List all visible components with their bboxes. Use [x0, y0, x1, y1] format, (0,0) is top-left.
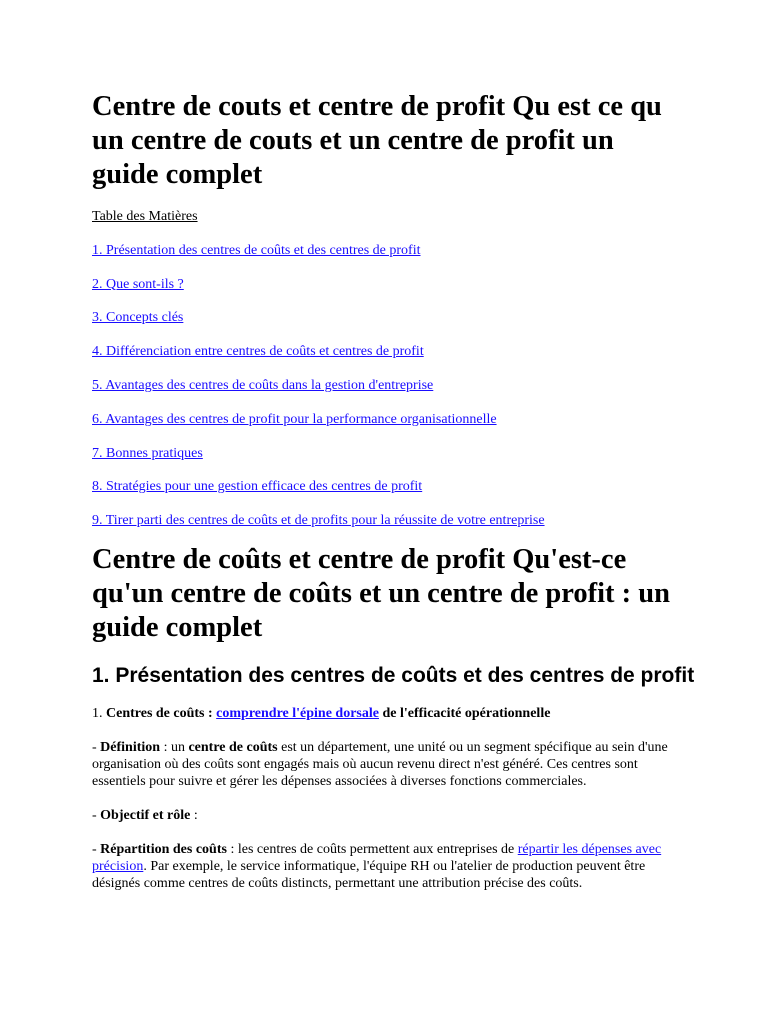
bold-term: Objectif et rôle — [100, 808, 191, 824]
toc-link-2[interactable]: 2. Que sont-ils ? — [92, 276, 184, 292]
bold-term: Centres de coûts : — [106, 706, 217, 722]
paragraph-definition — [92, 739, 682, 790]
paragraph-cost-allocation — [92, 841, 682, 892]
toc-item — [92, 243, 682, 259]
toc-item — [92, 446, 682, 462]
paragraph-cost-centers — [92, 705, 682, 722]
toc-link-6[interactable]: 6. Avantages des centres de profit pour la performance organisationnelle — [92, 411, 497, 427]
paragraph-number: 1. — [92, 706, 106, 722]
toc-link-8[interactable]: 8. Stratégies pour une gestion efficace des centres de profit — [92, 479, 423, 495]
bold-tail-text: de l'efficacité opérationnelle — [378, 706, 551, 722]
document-title: Centre de couts et centre de profit Qu est ce qu un centre de couts et un centre de profit un guide complet — [92, 91, 662, 190]
toc-item — [92, 310, 682, 326]
table-of-contents — [92, 243, 682, 529]
bold-term: Répartition des coûts — [100, 842, 227, 858]
toc-link-5[interactable]: 5. Avantages des centres de coûts dans la gestion d'entreprise — [92, 377, 434, 393]
toc-heading: Table des Matières — [92, 209, 198, 224]
toc-item — [92, 277, 682, 293]
dash: - — [92, 808, 101, 824]
document-page — [92, 84, 695, 892]
bold-term: centre de coûts — [188, 740, 278, 756]
toc-item — [92, 412, 682, 428]
toc-link-4[interactable]: 4. Différenciation entre centres de coûts et centres de profit — [92, 344, 424, 360]
paragraph-objective — [92, 807, 682, 824]
toc-item — [92, 513, 682, 529]
toc-link-7[interactable]: 7. Bonnes pratiques — [92, 445, 203, 461]
toc-item — [92, 479, 682, 495]
inline-link-repartir[interactable]: répartir les dépenses avec précision — [92, 842, 662, 875]
body-text: : les centres de coûts permettent aux entreprises de — [226, 842, 518, 858]
bold-term: Définition — [100, 740, 161, 756]
toc-link-1[interactable]: 1. Présentation des centres de coûts et des centres de profit — [92, 242, 421, 258]
section-heading: 1. Présentation des centres de coûts et des centres de profit — [92, 664, 695, 688]
toc-item — [92, 344, 682, 360]
toc-link-3[interactable]: 3. Concepts clés — [92, 310, 184, 326]
inline-link-epine-dorsale[interactable]: comprendre l'épine dorsale — [216, 706, 379, 722]
dash: - — [92, 740, 101, 756]
body-text: . Par exemple, le service informatique, l'équipe RH ou l'atelier de production peuvent être désignés comme centres de coûts distincts, permettant une attribution précise des coûts. — [92, 859, 646, 892]
toc-link-9[interactable]: 9. Tirer parti des centres de coûts et de profits pour la réussite de votre entreprise — [92, 513, 545, 529]
body-text: est un département, une unité ou un segment spécifique au sein d'une organisation où des coûts sont engagés mais où aucun revenu direct n'est généré. Ces centres sont essentiels pour suivre et gérer les dépenses associées à diverses fonctions commerciales. — [92, 740, 668, 790]
body-text: : — [190, 808, 198, 824]
body-text: : un — [160, 740, 189, 756]
article-title: Centre de coûts et centre de profit Qu'est-ce qu'un centre de coûts et un centre de profit : un guide complet — [92, 544, 670, 644]
dash: - — [92, 842, 101, 858]
toc-item — [92, 378, 682, 394]
